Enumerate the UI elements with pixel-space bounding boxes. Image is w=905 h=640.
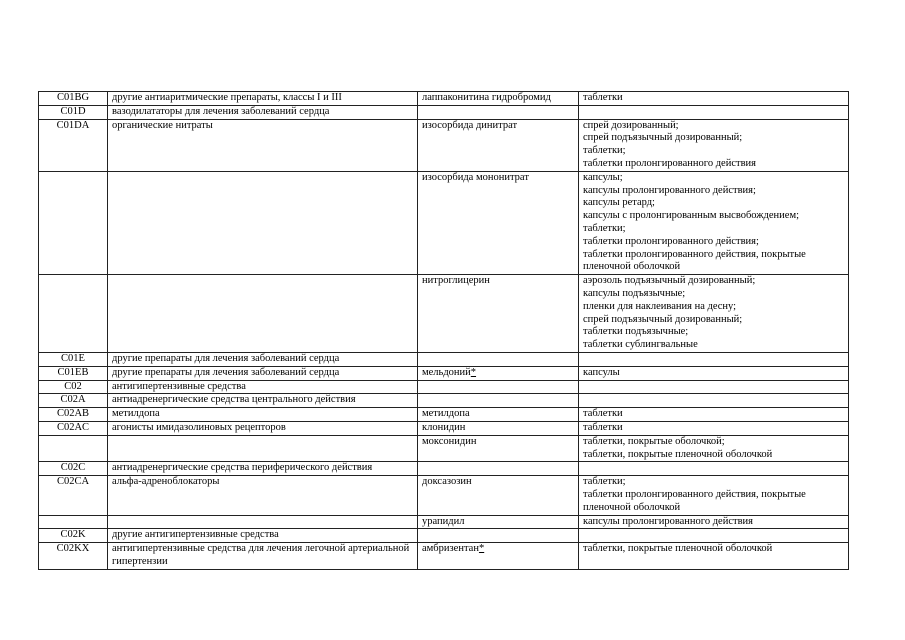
substance-name: изосорбида динитрат (422, 119, 518, 131)
atc-code-cell (39, 515, 108, 529)
dosage-forms-cell (579, 119, 849, 171)
substance-cell (418, 119, 579, 171)
substance-cell (418, 462, 579, 476)
dosage-forms-cell (579, 435, 849, 462)
dosage-forms-cell (579, 515, 849, 529)
substance-cell (418, 435, 579, 462)
atc-code-cell (39, 171, 108, 274)
table-row (39, 462, 849, 476)
substance-cell (418, 352, 579, 366)
dosage-forms-cell (579, 380, 849, 394)
table-row (39, 366, 849, 380)
atc-code-cell (39, 275, 108, 353)
dosage-forms-cell (579, 543, 849, 570)
atc-code-cell: C02A (39, 394, 108, 408)
dosage-forms-cell (579, 275, 849, 353)
substance-cell (418, 380, 579, 394)
dosage-form-line: пленочной оболочкой (583, 261, 681, 273)
substance-cell (418, 394, 579, 408)
atc-code-cell: C02CA (39, 476, 108, 515)
dosage-form-line: таблетки (583, 92, 623, 103)
group-name-cell: антигипертензивные средства (108, 380, 418, 394)
table-row (39, 408, 849, 422)
dosage-form-line: спрей подъязычный дозированный; (583, 313, 743, 325)
substance-cell (418, 171, 579, 274)
table-row (39, 529, 849, 543)
substance-cell (418, 275, 579, 353)
dosage-forms-cell (579, 462, 849, 476)
group-name-cell (108, 515, 418, 529)
dosage-form-line: таблетки пролонгированного действия (583, 157, 756, 169)
dosage-form-line: спрей дозированный; (583, 119, 679, 131)
dosage-form-line: таблетки, покрытые пленочной оболочкой (583, 448, 773, 460)
substance-cell (418, 366, 579, 380)
dosage-forms-cell (579, 421, 849, 435)
substance-name: доксазозин (422, 476, 472, 488)
substance-name: амбризентан (422, 543, 479, 555)
dosage-form-line: таблетки (583, 421, 623, 433)
substance-cell (418, 105, 579, 119)
dosage-forms-cell (579, 366, 849, 380)
dosage-form-line: спрей подъязычный дозированный; (583, 132, 743, 144)
table-row (39, 105, 849, 119)
group-name-cell: антиадренергические средства периферического действия (108, 462, 418, 476)
table-row (39, 275, 849, 353)
dosage-forms-cell (579, 92, 849, 106)
table-row (39, 394, 849, 408)
dosage-form-line: таблетки (583, 408, 623, 420)
dosage-form-line: таблетки, покрытые оболочкой; (583, 435, 725, 447)
dosage-form-line: капсулы пролонгированного действия (583, 515, 753, 527)
substance-cell (418, 408, 579, 422)
table-row (39, 476, 849, 515)
table-row (39, 421, 849, 435)
substance-cell (418, 529, 579, 543)
group-name-cell (108, 435, 418, 462)
dosage-form-line: таблетки пролонгированного действия, покрытые (583, 488, 806, 500)
dosage-form-line: таблетки пролонгированного действия, покрытые (583, 248, 806, 260)
atc-code-cell: C01BG (39, 92, 108, 106)
dosage-form-line: капсулы ретард; (583, 197, 655, 209)
group-name-cell (108, 275, 418, 353)
dosage-forms-cell (579, 352, 849, 366)
dosage-form-line: капсулы; (583, 171, 623, 183)
substance-cell (418, 92, 579, 106)
dosage-form-line: таблетки; (583, 476, 626, 488)
dosage-form-line: пленки для наклеивания на десну; (583, 300, 737, 312)
footnote-link[interactable]: * (478, 543, 485, 555)
dosage-form-line: капсулы с пролонгированным высвобождением; (583, 210, 800, 222)
group-name-cell: антиадренергические средства центрального действия (108, 394, 418, 408)
group-name-cell: другие антиаритмические препараты, классы I и III (108, 92, 418, 106)
group-name-cell: агонисты имидазолиновых рецепторов (108, 421, 418, 435)
dosage-forms-cell (579, 105, 849, 119)
substance-name: лаппаконитина гидробромид (422, 92, 551, 103)
dosage-form-line: таблетки подъязычные; (583, 326, 689, 338)
atc-code-cell: C02 (39, 380, 108, 394)
group-name-cell: вазодилататоры для лечения заболеваний сердца (108, 105, 418, 119)
drug-table-body (39, 92, 849, 570)
atc-code-cell: C02KX (39, 543, 108, 570)
atc-code-cell: C01EB (39, 366, 108, 380)
substance-cell (418, 543, 579, 570)
dosage-form-line: таблетки; (583, 145, 626, 157)
group-name-cell: альфа-адреноблокаторы (108, 476, 418, 515)
atc-code-cell: C02AC (39, 421, 108, 435)
group-name-cell: органические нитраты (108, 119, 418, 171)
table-row (39, 435, 849, 462)
group-name-cell: антигипертензивные средства для лечения легочной артериальной гипертензии (108, 543, 418, 570)
group-name-cell: другие препараты для лечения заболеваний сердца (108, 366, 418, 380)
group-name-cell: другие препараты для лечения заболеваний сердца (108, 352, 418, 366)
dosage-form-line: таблетки сублингвальные (583, 339, 698, 351)
group-name-cell: другие антигипертензивные средства (108, 529, 418, 543)
table-row (39, 380, 849, 394)
atc-code-cell: C01D (39, 105, 108, 119)
drug-table (38, 91, 849, 570)
group-name-cell (108, 171, 418, 274)
substance-name: моксонидин (422, 435, 477, 447)
substance-name: клонидин (422, 421, 466, 433)
dosage-form-line: аэрозоль подъязычный дозированный; (583, 275, 756, 287)
dosage-forms-cell (579, 529, 849, 543)
table-row (39, 171, 849, 274)
dosage-forms-cell (579, 394, 849, 408)
footnote-link[interactable]: * (470, 366, 477, 378)
atc-code-cell: C02AB (39, 408, 108, 422)
group-name-cell: метилдопа (108, 408, 418, 422)
table-row (39, 119, 849, 171)
table-row (39, 515, 849, 529)
dosage-form-line: капсулы подъязычные; (583, 287, 686, 299)
dosage-forms-cell (579, 476, 849, 515)
atc-code-cell: C02C (39, 462, 108, 476)
atc-code-cell: C01DA (39, 119, 108, 171)
table-row (39, 543, 849, 570)
substance-name: нитроглицерин (422, 275, 490, 287)
atc-code-cell (39, 435, 108, 462)
substance-name: мельдоний (422, 366, 471, 378)
dosage-forms-cell (579, 171, 849, 274)
dosage-forms-cell (579, 408, 849, 422)
substance-cell (418, 476, 579, 515)
dosage-form-line: таблетки пролонгированного действия; (583, 235, 759, 247)
substance-name: урапидил (422, 515, 465, 527)
substance-cell (418, 421, 579, 435)
dosage-form-line: пленочной оболочкой (583, 501, 681, 513)
dosage-form-line: таблетки; (583, 222, 626, 234)
substance-name: метилдопа (422, 408, 470, 420)
table-row (39, 92, 849, 106)
table-row (39, 352, 849, 366)
atc-code-cell: C01E (39, 352, 108, 366)
dosage-form-line: таблетки, покрытые пленочной оболочкой (583, 543, 773, 555)
dosage-form-line: капсулы пролонгированного действия; (583, 184, 756, 196)
substance-name: изосорбида мононитрат (422, 171, 529, 183)
dosage-form-line: капсулы (583, 366, 620, 378)
atc-code-cell: C02K (39, 529, 108, 543)
substance-cell (418, 515, 579, 529)
